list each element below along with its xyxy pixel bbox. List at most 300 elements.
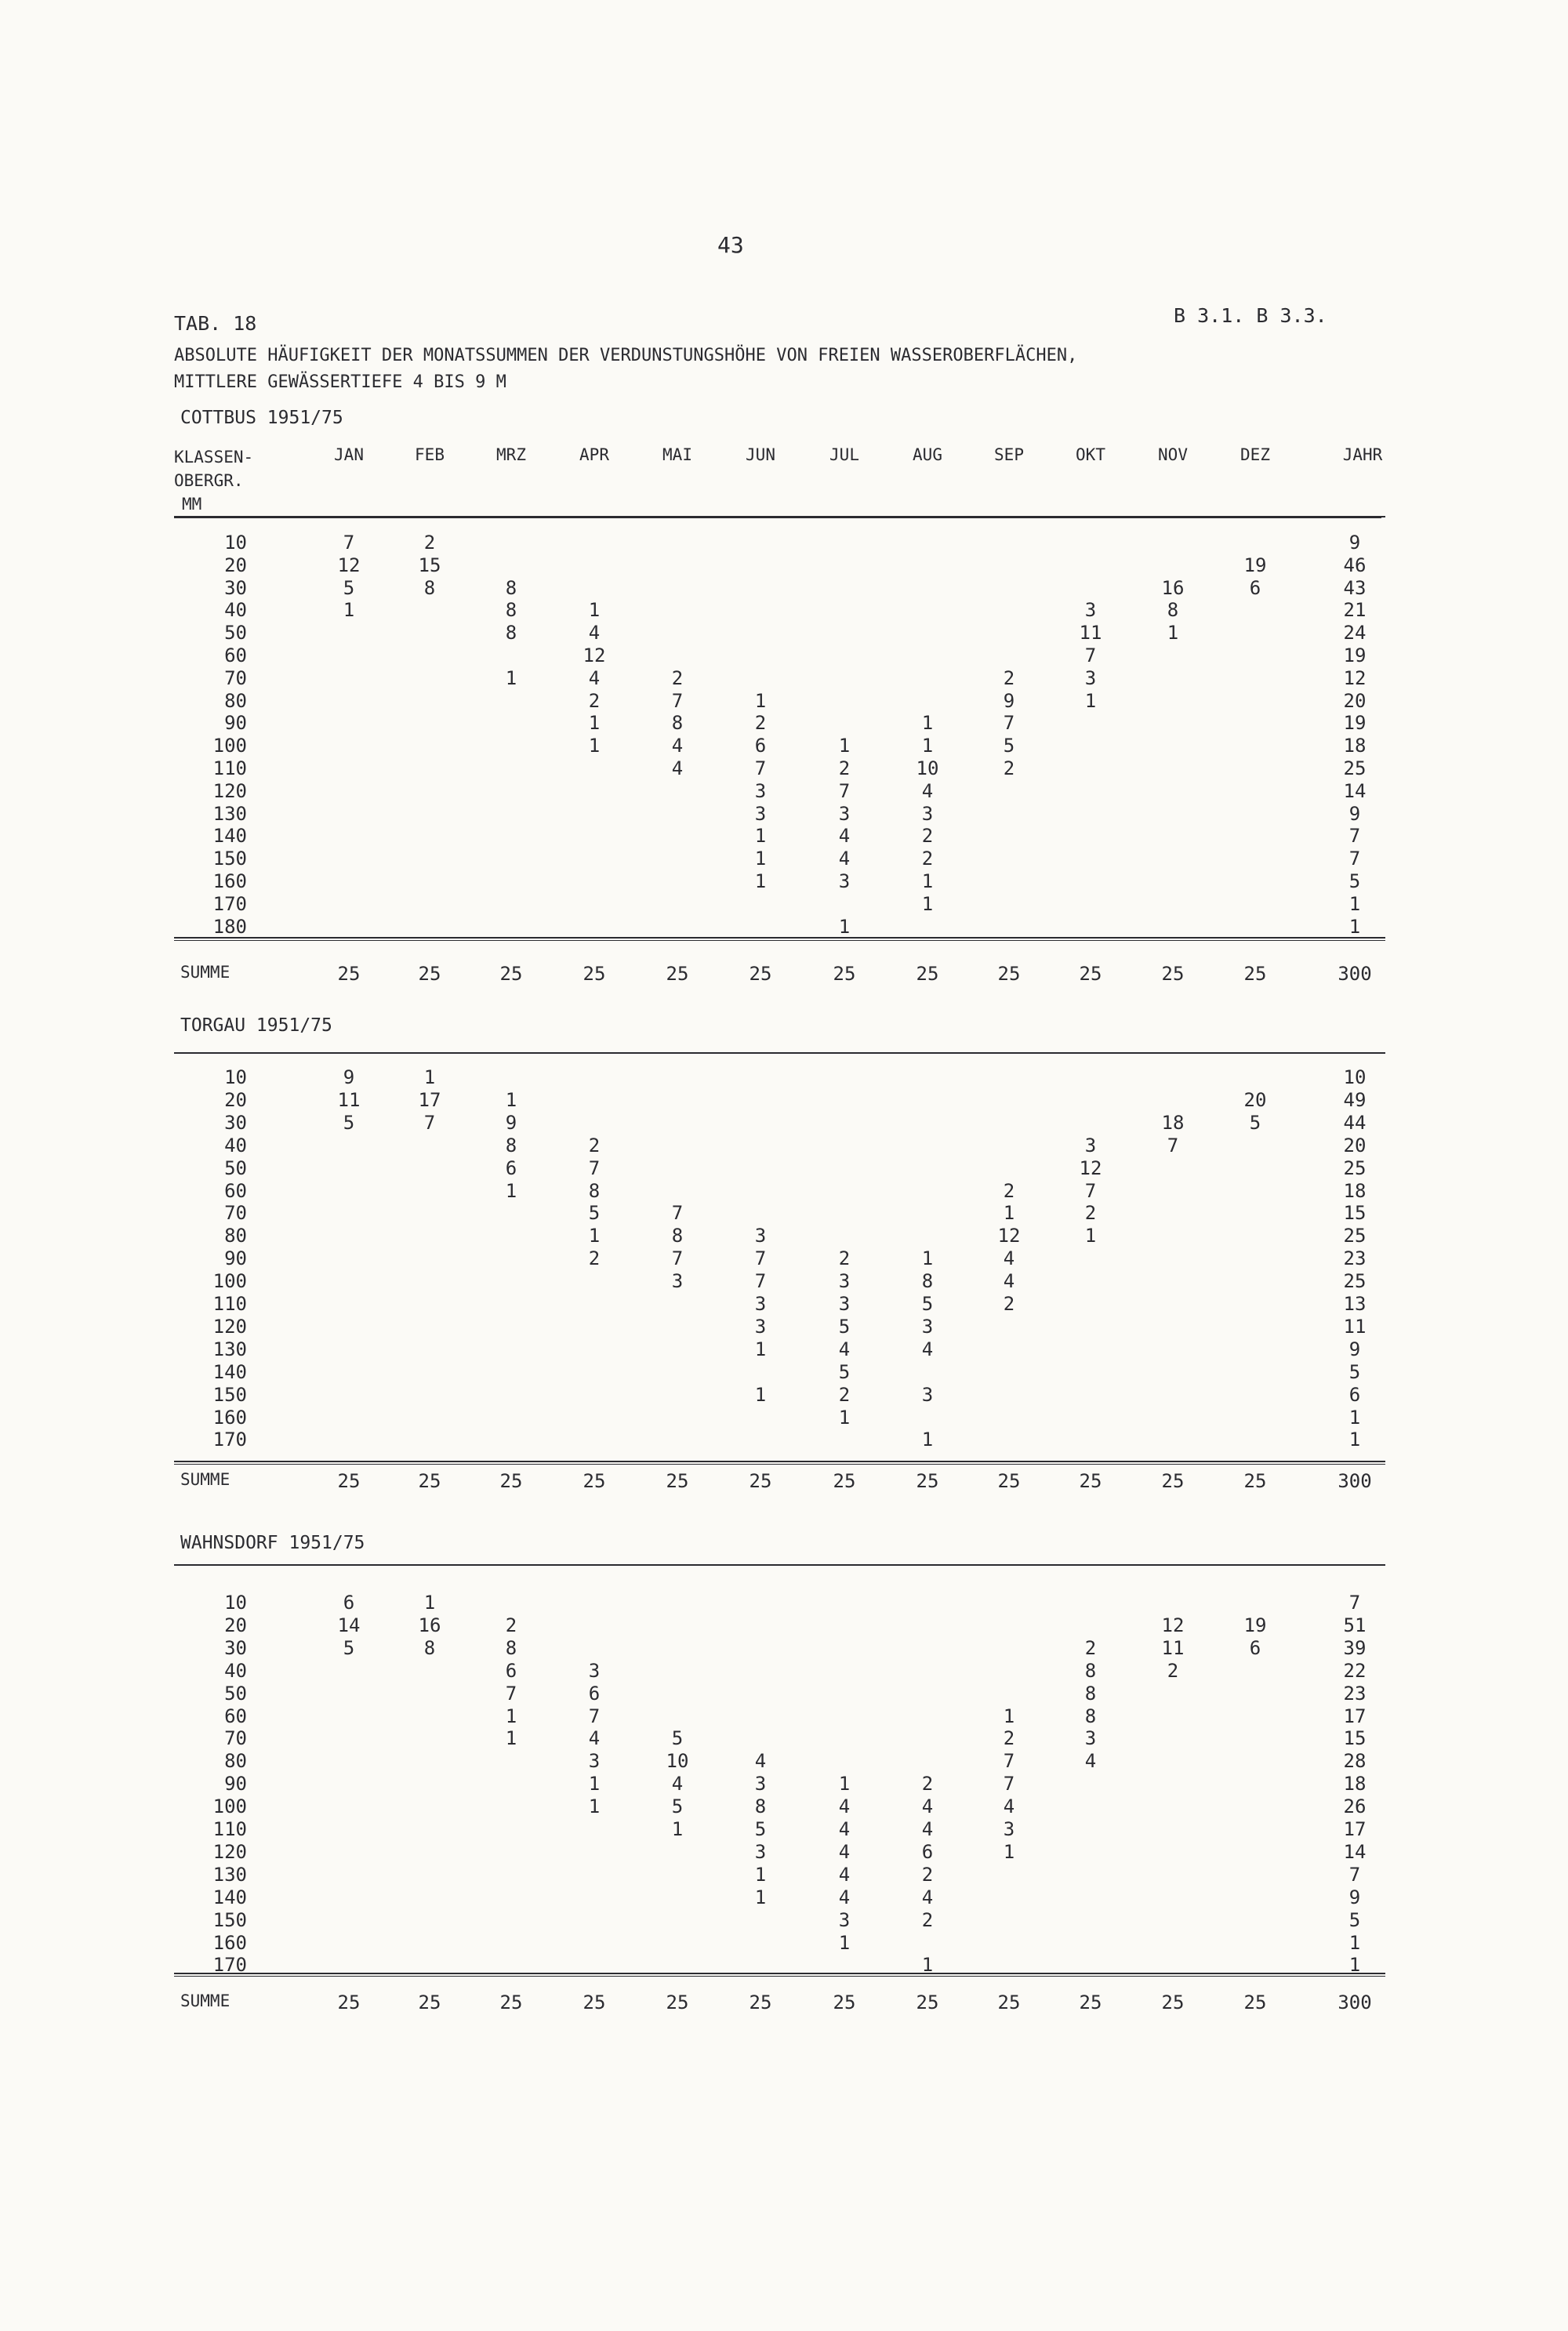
cell-jan: 5	[343, 1636, 355, 1659]
cell-aug: 1	[921, 1429, 934, 1451]
cell-mai: 10	[666, 1750, 689, 1773]
header-jun: JUN	[746, 445, 775, 464]
cell-aug: 1	[921, 712, 934, 735]
cell-nov: 16	[1161, 576, 1185, 599]
cell-mrz: 8	[505, 599, 517, 622]
class-upper-bound: 160	[212, 870, 247, 892]
cell-jan: 14	[337, 1614, 361, 1636]
cell-jul: 4	[838, 1886, 851, 1908]
cell-jahr: 5	[1348, 1908, 1361, 1931]
cell-dez: 19	[1243, 1614, 1267, 1636]
cell-mai: 4	[671, 735, 684, 757]
cell-jun: 1	[754, 1383, 767, 1406]
cell-jahr: 5	[1348, 1360, 1361, 1383]
cell-apr: 4	[588, 622, 601, 644]
cell-okt: 7	[1084, 644, 1097, 666]
cell-jul: 3	[838, 1270, 851, 1293]
class-upper-bound: 50	[224, 622, 247, 644]
cell-jan: 6	[343, 1592, 355, 1614]
cell-jul: 1	[838, 1931, 851, 1954]
cell-aug: 1	[921, 870, 934, 892]
class-upper-bound: 100	[212, 1795, 247, 1818]
cell-mai: 5	[671, 1727, 684, 1750]
cell-jul: 1	[838, 735, 851, 757]
cell-aug: 1	[921, 735, 934, 757]
header-okt: OKT	[1076, 445, 1105, 464]
cell-jun: 7	[754, 757, 767, 779]
cell-jun: 8	[754, 1795, 767, 1818]
cell-jahr: 1	[1348, 1954, 1361, 1977]
class-upper-bound: 140	[212, 1886, 247, 1908]
cell-mrz: 2	[505, 1614, 517, 1636]
class-upper-bound: 140	[212, 1360, 247, 1383]
cell-jahr: 43	[1343, 576, 1367, 599]
cell-jahr: 11	[1343, 1315, 1367, 1338]
sum-dez: 25	[1243, 963, 1267, 985]
cell-aug: 4	[921, 1886, 934, 1908]
class-upper-bound: 50	[224, 1156, 247, 1179]
class-upper-bound: 40	[224, 599, 247, 622]
cell-jahr: 6	[1348, 1383, 1361, 1406]
cell-sep: 4	[1003, 1247, 1015, 1270]
cell-mrz: 1	[505, 1727, 517, 1750]
cell-mrz: 1	[505, 1179, 517, 1202]
cell-dez: 6	[1249, 576, 1261, 599]
header-first-column	[174, 445, 253, 516]
sum-aug: 25	[916, 963, 939, 985]
cell-sep: 7	[1003, 1750, 1015, 1773]
cell-jul: 3	[838, 1293, 851, 1315]
cell-sep: 4	[1003, 1795, 1015, 1818]
class-upper-bound: 130	[212, 802, 247, 825]
cell-feb: 1	[423, 1592, 436, 1614]
cell-jahr: 44	[1343, 1111, 1367, 1134]
class-upper-bound: 120	[212, 779, 247, 802]
sum-sep: 25	[997, 1470, 1021, 1492]
cell-sep: 7	[1003, 1773, 1015, 1795]
class-upper-bound: 120	[212, 1840, 247, 1863]
cell-jahr: 28	[1343, 1750, 1367, 1773]
cell-jahr: 9	[1348, 802, 1361, 825]
cell-mrz: 6	[505, 1659, 517, 1682]
cell-apr: 4	[588, 666, 601, 689]
class-upper-bound: 60	[224, 1705, 247, 1727]
cell-sep: 2	[1003, 1293, 1015, 1315]
header-jahr: JAHR	[1342, 445, 1383, 464]
sum-okt: 25	[1079, 963, 1102, 985]
cell-jul: 1	[838, 1406, 851, 1429]
cell-jun: 7	[754, 1270, 767, 1293]
class-upper-bound: 90	[224, 1247, 247, 1270]
sum-feb: 25	[418, 963, 441, 985]
sum-label: SUMME	[180, 1992, 230, 2010]
cell-mai: 8	[671, 712, 684, 735]
cell-jan: 7	[343, 532, 355, 554]
cell-okt: 8	[1084, 1705, 1097, 1727]
sum-dez: 25	[1243, 1992, 1267, 2013]
sum-nov: 25	[1161, 1470, 1185, 1492]
cell-okt: 2	[1084, 1636, 1097, 1659]
cell-aug: 10	[916, 757, 939, 779]
cell-feb: 15	[418, 554, 441, 576]
cell-jun: 3	[754, 1225, 767, 1247]
cell-jahr: 14	[1343, 1840, 1367, 1863]
cell-jan: 5	[343, 1111, 355, 1134]
cell-jahr: 23	[1343, 1682, 1367, 1705]
cell-jun: 1	[754, 689, 767, 712]
cell-nov: 7	[1167, 1134, 1179, 1156]
cell-okt: 4	[1084, 1750, 1097, 1773]
cell-jun: 4	[754, 1750, 767, 1773]
header-aug: AUG	[913, 445, 942, 464]
cell-apr: 2	[588, 1134, 601, 1156]
cell-jun: 1	[754, 1886, 767, 1908]
header-apr: APR	[579, 445, 609, 464]
sum-rule-thin	[174, 1464, 1385, 1465]
header-first-column-line: MM	[182, 495, 202, 514]
cell-mai: 1	[671, 1818, 684, 1840]
cell-sep: 4	[1003, 1270, 1015, 1293]
cell-jul: 4	[838, 1795, 851, 1818]
header-rule	[174, 1052, 1385, 1054]
class-upper-bound: 70	[224, 1202, 247, 1225]
cell-jahr: 1	[1348, 892, 1361, 915]
cell-jun: 5	[754, 1818, 767, 1840]
class-upper-bound: 30	[224, 576, 247, 599]
cell-apr: 1	[588, 1773, 601, 1795]
class-upper-bound: 30	[224, 1636, 247, 1659]
cell-jahr: 46	[1343, 554, 1367, 576]
cell-jul: 3	[838, 870, 851, 892]
cell-okt: 1	[1084, 689, 1097, 712]
cell-sep: 1	[1003, 1202, 1015, 1225]
cell-sep: 3	[1003, 1818, 1015, 1840]
sum-jan: 25	[337, 963, 361, 985]
sum-okt: 25	[1079, 1992, 1102, 2013]
cell-apr: 7	[588, 1705, 601, 1727]
header-dez: DEZ	[1240, 445, 1270, 464]
cell-jun: 1	[754, 848, 767, 870]
cell-jun: 1	[754, 1863, 767, 1886]
header-jan: JAN	[334, 445, 364, 464]
cell-jahr: 21	[1343, 599, 1367, 622]
cell-feb: 8	[423, 1636, 436, 1659]
cell-mrz: 9	[505, 1111, 517, 1134]
cell-aug: 4	[921, 1795, 934, 1818]
cell-aug: 3	[921, 1315, 934, 1338]
cell-jun: 2	[754, 712, 767, 735]
cell-aug: 4	[921, 1338, 934, 1360]
class-upper-bound: 110	[212, 1293, 247, 1315]
cell-jahr: 1	[1348, 915, 1361, 938]
cell-okt: 8	[1084, 1659, 1097, 1682]
cell-jahr: 25	[1343, 1270, 1367, 1293]
class-upper-bound: 40	[224, 1134, 247, 1156]
cell-apr: 1	[588, 1225, 601, 1247]
class-upper-bound: 70	[224, 666, 247, 689]
cell-nov: 2	[1167, 1659, 1179, 1682]
cell-sep: 2	[1003, 1727, 1015, 1750]
sum-apr: 25	[583, 1470, 606, 1492]
cell-jul: 7	[838, 779, 851, 802]
sum-feb: 25	[418, 1470, 441, 1492]
class-upper-bound: 30	[224, 1111, 247, 1134]
cell-okt: 2	[1084, 1202, 1097, 1225]
cell-mai: 4	[671, 757, 684, 779]
sum-apr: 25	[583, 963, 606, 985]
cell-okt: 3	[1084, 666, 1097, 689]
cell-aug: 3	[921, 1383, 934, 1406]
cell-mrz: 8	[505, 576, 517, 599]
cell-jahr: 18	[1343, 735, 1367, 757]
page-number: 43	[717, 232, 744, 258]
class-upper-bound: 150	[212, 848, 247, 870]
cell-jul: 4	[838, 848, 851, 870]
cell-jahr: 24	[1343, 622, 1367, 644]
cell-jun: 7	[754, 1247, 767, 1270]
sum-jul: 25	[833, 963, 856, 985]
cell-aug: 2	[921, 825, 934, 848]
cell-mrz: 6	[505, 1156, 517, 1179]
class-upper-bound: 110	[212, 757, 247, 779]
sum-rule	[174, 937, 1385, 939]
title-line-1: ABSOLUTE HÄUFIGKEIT DER MONATSSUMMEN DER VERDUNSTUNGSHÖHE VON FREIEN WASSEROBERFLÄCHEN,	[174, 346, 1078, 365]
cell-feb: 8	[423, 576, 436, 599]
cell-apr: 3	[588, 1659, 601, 1682]
cell-jahr: 10	[1343, 1066, 1367, 1088]
cell-jul: 4	[838, 1840, 851, 1863]
table-reference: TAB. 18	[174, 312, 257, 335]
cell-jahr: 5	[1348, 870, 1361, 892]
header-mai: MAI	[662, 445, 692, 464]
cell-apr: 3	[588, 1750, 601, 1773]
class-upper-bound: 20	[224, 554, 247, 576]
sum-sep: 25	[997, 963, 1021, 985]
class-upper-bound: 90	[224, 1773, 247, 1795]
cell-apr: 5	[588, 1202, 601, 1225]
cell-jul: 1	[838, 915, 851, 938]
cell-jun: 3	[754, 1840, 767, 1863]
cell-jahr: 7	[1348, 848, 1361, 870]
cell-jahr: 18	[1343, 1179, 1367, 1202]
class-upper-bound: 10	[224, 532, 247, 554]
class-upper-bound: 150	[212, 1908, 247, 1931]
sum-mai: 25	[666, 1470, 689, 1492]
chapter-reference: B 3.1. B 3.3.	[1174, 304, 1327, 327]
class-upper-bound: 90	[224, 712, 247, 735]
sum-dez: 25	[1243, 1470, 1267, 1492]
cell-jan: 12	[337, 554, 361, 576]
cell-jahr: 51	[1343, 1614, 1367, 1636]
cell-jahr: 39	[1343, 1636, 1367, 1659]
cell-dez: 20	[1243, 1088, 1267, 1111]
sum-jahr: 300	[1338, 1470, 1372, 1492]
class-upper-bound: 150	[212, 1383, 247, 1406]
cell-nov: 8	[1167, 599, 1179, 622]
class-upper-bound: 130	[212, 1338, 247, 1360]
sum-mai: 25	[666, 1992, 689, 2013]
sum-sep: 25	[997, 1992, 1021, 2013]
sum-jun: 25	[749, 1992, 772, 2013]
header-sep: SEP	[994, 445, 1024, 464]
cell-jahr: 20	[1343, 1134, 1367, 1156]
cell-mai: 7	[671, 1247, 684, 1270]
header-rule	[174, 1564, 1385, 1566]
cell-apr: 6	[588, 1682, 601, 1705]
cell-jahr: 9	[1348, 532, 1361, 554]
sum-jun: 25	[749, 1470, 772, 1492]
sum-rule-thin	[174, 1976, 1385, 1977]
station-name: WAHNSDORF 1951/75	[180, 1533, 365, 1553]
cell-okt: 3	[1084, 1134, 1097, 1156]
sum-jun: 25	[749, 963, 772, 985]
cell-apr: 1	[588, 599, 601, 622]
cell-jul: 4	[838, 1818, 851, 1840]
cell-mrz: 8	[505, 622, 517, 644]
cell-jahr: 49	[1343, 1088, 1367, 1111]
cell-sep: 2	[1003, 757, 1015, 779]
sum-jul: 25	[833, 1992, 856, 2013]
cell-okt: 3	[1084, 1727, 1097, 1750]
class-upper-bound: 20	[224, 1614, 247, 1636]
cell-aug: 4	[921, 779, 934, 802]
cell-jahr: 9	[1348, 1338, 1361, 1360]
station-name: TORGAU 1951/75	[180, 1015, 332, 1036]
cell-mrz: 1	[505, 666, 517, 689]
cell-aug: 1	[921, 892, 934, 915]
cell-jahr: 7	[1348, 825, 1361, 848]
class-upper-bound: 60	[224, 1179, 247, 1202]
cell-okt: 7	[1084, 1179, 1097, 1202]
cell-jul: 3	[838, 1908, 851, 1931]
sum-rule	[174, 1973, 1385, 1974]
cell-jahr: 7	[1348, 1863, 1361, 1886]
cell-apr: 1	[588, 1795, 601, 1818]
cell-aug: 2	[921, 848, 934, 870]
cell-jul: 4	[838, 825, 851, 848]
cell-jul: 4	[838, 1338, 851, 1360]
sum-apr: 25	[583, 1992, 606, 2013]
cell-aug: 3	[921, 802, 934, 825]
header-feb: FEB	[415, 445, 445, 464]
cell-jahr: 13	[1343, 1293, 1367, 1315]
cell-apr: 2	[588, 689, 601, 712]
sum-rule-thin	[174, 940, 1385, 941]
header-nov: NOV	[1158, 445, 1188, 464]
cell-sep: 9	[1003, 689, 1015, 712]
class-upper-bound: 10	[224, 1066, 247, 1088]
cell-okt: 11	[1079, 622, 1102, 644]
sum-aug: 25	[916, 1470, 939, 1492]
cell-jul: 5	[838, 1315, 851, 1338]
cell-jun: 6	[754, 735, 767, 757]
cell-jul: 2	[838, 1247, 851, 1270]
class-upper-bound: 100	[212, 735, 247, 757]
sum-nov: 25	[1161, 1992, 1185, 2013]
cell-jan: 1	[343, 599, 355, 622]
cell-jahr: 19	[1343, 712, 1367, 735]
cell-mai: 7	[671, 1202, 684, 1225]
cell-dez: 5	[1249, 1111, 1261, 1134]
class-upper-bound: 80	[224, 1225, 247, 1247]
cell-mai: 5	[671, 1795, 684, 1818]
cell-jahr: 23	[1343, 1247, 1367, 1270]
cell-jun: 3	[754, 802, 767, 825]
cell-jahr: 18	[1343, 1773, 1367, 1795]
cell-apr: 7	[588, 1156, 601, 1179]
cell-jahr: 26	[1343, 1795, 1367, 1818]
class-upper-bound: 160	[212, 1406, 247, 1429]
class-upper-bound: 10	[224, 1592, 247, 1614]
cell-aug: 5	[921, 1293, 934, 1315]
cell-apr: 12	[583, 644, 606, 666]
class-upper-bound: 50	[224, 1682, 247, 1705]
cell-sep: 7	[1003, 712, 1015, 735]
cell-jul: 3	[838, 802, 851, 825]
cell-aug: 1	[921, 1954, 934, 1977]
cell-jan: 9	[343, 1066, 355, 1088]
cell-jahr: 25	[1343, 1156, 1367, 1179]
cell-aug: 2	[921, 1773, 934, 1795]
sum-feb: 25	[418, 1992, 441, 2013]
cell-sep: 1	[1003, 1840, 1015, 1863]
cell-jun: 3	[754, 779, 767, 802]
sum-aug: 25	[916, 1992, 939, 2013]
cell-nov: 18	[1161, 1111, 1185, 1134]
cell-jul: 1	[838, 1773, 851, 1795]
class-upper-bound: 40	[224, 1659, 247, 1682]
cell-jahr: 25	[1343, 1225, 1367, 1247]
cell-jul: 2	[838, 1383, 851, 1406]
sum-mai: 25	[666, 963, 689, 985]
class-upper-bound: 130	[212, 1863, 247, 1886]
cell-jun: 3	[754, 1773, 767, 1795]
cell-jahr: 17	[1343, 1705, 1367, 1727]
cell-jahr: 25	[1343, 757, 1367, 779]
sum-jul: 25	[833, 1470, 856, 1492]
cell-jan: 11	[337, 1088, 361, 1111]
cell-jahr: 17	[1343, 1818, 1367, 1840]
cell-jun: 1	[754, 1338, 767, 1360]
class-upper-bound: 170	[212, 892, 247, 915]
cell-jun: 1	[754, 825, 767, 848]
sum-mrz: 25	[499, 1992, 523, 2013]
header-rule	[174, 516, 1385, 517]
cell-jahr: 15	[1343, 1202, 1367, 1225]
table-title	[174, 343, 1077, 396]
cell-aug: 2	[921, 1908, 934, 1931]
cell-jul: 2	[838, 757, 851, 779]
sum-mrz: 25	[499, 1470, 523, 1492]
sum-okt: 25	[1079, 1470, 1102, 1492]
cell-aug: 1	[921, 1247, 934, 1270]
cell-apr: 8	[588, 1179, 601, 1202]
cell-jahr: 1	[1348, 1406, 1361, 1429]
cell-aug: 2	[921, 1863, 934, 1886]
cell-mai: 8	[671, 1225, 684, 1247]
cell-jun: 1	[754, 870, 767, 892]
cell-sep: 2	[1003, 1179, 1015, 1202]
sum-jahr: 300	[1338, 963, 1372, 985]
cell-mai: 2	[671, 666, 684, 689]
cell-jul: 4	[838, 1863, 851, 1886]
cell-jan: 5	[343, 576, 355, 599]
class-upper-bound: 170	[212, 1954, 247, 1977]
class-upper-bound: 140	[212, 825, 247, 848]
cell-jahr: 20	[1343, 689, 1367, 712]
cell-aug: 4	[921, 1818, 934, 1840]
cell-jahr: 14	[1343, 779, 1367, 802]
